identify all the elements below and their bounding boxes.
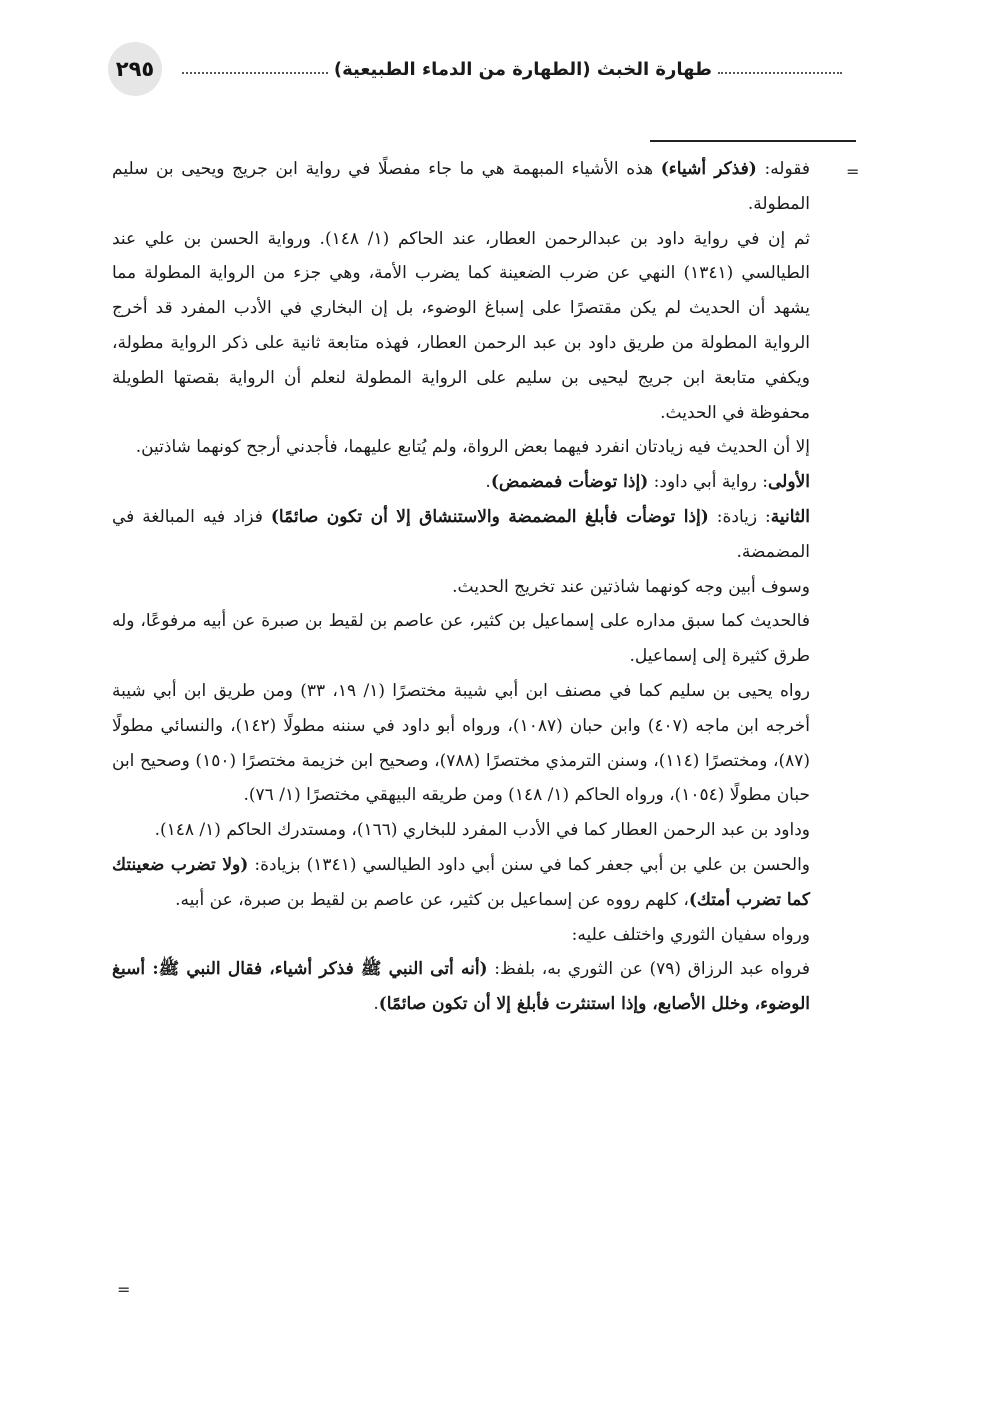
footnote-body — [112, 152, 810, 1022]
text-run: ، كلهم رووه عن إسماعيل بن كثير، عن عاصم بن لقيط بن صبرة، عن أبيه. — [175, 889, 689, 910]
bold-text-run: (أنه أتى النبي ﷺ فذكر أشياء، فقال النبي ﷺ: أسبغ الوضوء، وخلل الأصابع، وإذا استنثرت فأبلغ إلا أن تكون صائمًا) — [112, 959, 810, 1015]
running-title: طهارة الخبث (الطهارة من الدماء الطبيعية) — [333, 58, 712, 80]
text-run: وداود بن عبد الرحمن العطار كما في الأدب المفرد للبخاري (١٦٦)، ومستدرك الحاكم (١/ ١٤٨). — [154, 820, 810, 841]
paragraph — [112, 152, 810, 222]
leader-dots-left — [182, 71, 328, 74]
footnote-separator — [650, 140, 856, 142]
text-run: هذه الأشياء المبهمة هي ما جاء مفصلًا في رواية ابن جريج ويحيى بن سليم المطولة. — [112, 159, 810, 214]
text-run: . — [373, 994, 379, 1015]
text-run: والحسن بن علي بن أبي جعفر كما في سنن أبي داود الطيالسي (١٣٤١) بزيادة: — [248, 854, 811, 875]
text-run: . — [485, 472, 491, 493]
page-header — [108, 42, 848, 94]
text-run: ثم إن في رواية داود بن عبدالرحمن العطار، عند الحاكم (١/ ١٤٨). ورواية الحسن بن علي عند الطيالسي (١٣٤١) النهي عن ضرب الضعينة كما يضرب الأمة، وهي جزء من الرواية المطولة مما يشهد أن الحديث لم يكن مقتصرًا على إسباغ الوضوء، بل إن البخاري في الأدب المفرد قد أخرج الرواية المطولة من طريق داود بن عبد الرحمن العطار، فهذه متابعة ثانية على ذكر الرواية مطولة، ويكفي متابعة ابن جريج ليحيى بن سليم على الرواية المطولة لنعلم أن الرواية بقصتها الطويلة محفوظة في الحديث. — [112, 228, 811, 423]
text-run: : زيادة: — [708, 506, 771, 527]
leader-dots-right — [718, 71, 842, 74]
paragraph — [112, 222, 810, 431]
bold-text-run: (إذا توضأت فأبلغ المضمضة والاستنشاق إلا أن تكون صائمًا) — [270, 506, 709, 527]
paragraph — [112, 848, 810, 918]
text-run: وسوف أبين وجه كونهما شاذتين عند تخريج الحديث. — [452, 576, 810, 597]
text-run: فزاد فيه المبالغة في المضمضة. — [112, 506, 810, 562]
paragraph — [112, 604, 810, 674]
paragraph — [112, 465, 810, 500]
bold-text-run: (إذا توضأت فمضمض) — [490, 472, 649, 493]
paragraph — [112, 674, 810, 813]
paragraph — [112, 918, 810, 953]
bold-text-run: الأولى — [768, 472, 810, 493]
paragraph — [112, 500, 810, 570]
page-number: ٢٩٥ — [108, 42, 162, 96]
continuation-mark-top: = — [846, 162, 860, 181]
continuation-mark-bottom: = — [117, 1280, 131, 1299]
paragraph — [112, 570, 810, 605]
text-run: رواه يحيى بن سليم كما في مصنف ابن أبي شيبة مختصرًا (١/ ١٩، ٣٣) ومن طريق ابن أبي شيبة أخرجه ابن ماجه (٤٠٧) وابن حبان (١٠٨٧)، ورواه أبو داود في سننه مطولًا (١٤٢)، والنسائي مطولًا (٨٧)، ومختصرًا (١١٤)، وسنن الترمذي مختصرًا (٧٨٨)، وصحيح ابن خزيمة مختصرًا (١٥٠) وصحيح ابن حبان مطولًا (١٠٥٤)، ورواه الحاكم (١/ ١٤٨) ومن طريقه البيهقي مختصرًا (١/ ٧٦). — [112, 680, 811, 806]
bold-text-run: (ولا تضرب ضعينتك كما تضرب أمتك) — [112, 854, 810, 910]
text-run: إلا أن الحديث فيه زيادتان انفرد فيهما بعض الرواة، ولم يُتابع عليهما، فأجدني أرجح كونهما شاذتين. — [135, 437, 810, 458]
paragraph — [112, 813, 810, 848]
paragraph — [112, 430, 810, 465]
text-run: فرواه عبد الرزاق (٧٩) عن الثوري به، بلفظ: — [487, 959, 810, 980]
running-head — [176, 54, 848, 84]
text-run: ورواه سفيان الثوري واختلف عليه: — [571, 924, 810, 945]
text-run: فقوله: — [756, 159, 810, 179]
bold-text-run: الثانية — [770, 506, 810, 527]
text-run: : رواية أبي داود: — [648, 472, 769, 493]
bold-text-run: (فذكر أشياء) — [660, 159, 757, 179]
paragraph — [112, 952, 810, 1022]
text-run: فالحديث كما سبق مداره على إسماعيل بن كثير، عن عاصم بن لقيط بن صبرة عن أبيه مرفوعًا، وله طرق كثيرة إلى إسماعيل. — [112, 611, 810, 667]
